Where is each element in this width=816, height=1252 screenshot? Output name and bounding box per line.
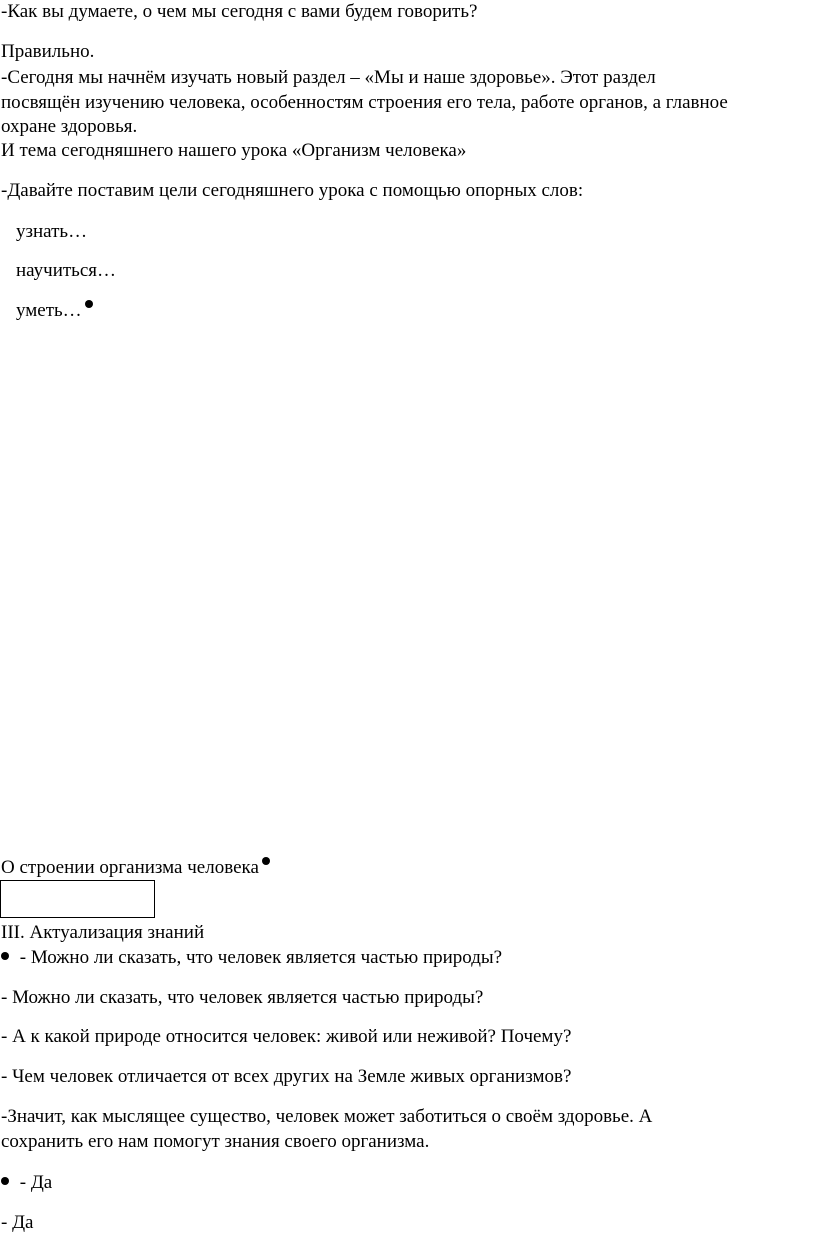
answer-yes-bulleted-text: - Да	[15, 1172, 53, 1193]
answer-yes: - Да	[1, 1212, 34, 1233]
bullet-icon	[1, 952, 9, 960]
conclusion-line-1: -Значит, как мыслящее существо, человек может заботиться о своём здоровье. А	[1, 1106, 653, 1127]
bullet-icon	[85, 300, 93, 308]
section-intro-line-3: охране здоровья.	[1, 116, 138, 137]
goals-prompt: -Давайте поставим цели сегодняшнего урока с помощью опорных слов:	[1, 180, 584, 201]
about-structure	[1, 856, 270, 880]
about-structure-text: О строении организма человека	[1, 857, 259, 878]
question-difference: - Чем человек отличается от всех других на Земле живых организмов?	[1, 1066, 572, 1087]
section-intro-line-2: посвящён изучению человека, особенностям строения его тела, работе органов, а главное	[1, 92, 728, 113]
question-intro: -Как вы думаете, о чем мы сегодня с вами будем говорить?	[1, 1, 478, 22]
empty-box	[0, 880, 155, 918]
section-intro-line-1: -Сегодня мы начнём изучать новый раздел – «Мы и наше здоровье». Этот раздел	[1, 67, 656, 88]
lesson-topic: И тема сегодняшнего нашего урока «Организм человека»	[1, 140, 467, 161]
keyword-be-able	[16, 299, 93, 323]
question-part-of-nature: - Можно ли сказать, что человек является частью природы?	[1, 987, 484, 1008]
keyword-learn: узнать…	[16, 221, 88, 242]
section-heading-3: III. Актуализация знаний	[1, 922, 205, 943]
question-nature-type: - А к какой природе относится человек: живой или неживой? Почему?	[1, 1026, 572, 1047]
answer-yes-bulleted	[1, 1171, 52, 1195]
correct-text: Правильно.	[1, 41, 95, 62]
question-part-of-nature-bulleted-text: - Можно ли сказать, что человек является частью природы?	[15, 947, 503, 968]
keyword-learn-to: научиться…	[16, 260, 117, 281]
conclusion-line-2: сохранить его нам помогут знания своего организма.	[1, 1131, 430, 1152]
bullet-icon	[262, 857, 270, 865]
bullet-icon	[1, 1177, 9, 1185]
keyword-be-able-text: уметь…	[16, 300, 82, 321]
question-part-of-nature-bulleted	[1, 946, 502, 970]
